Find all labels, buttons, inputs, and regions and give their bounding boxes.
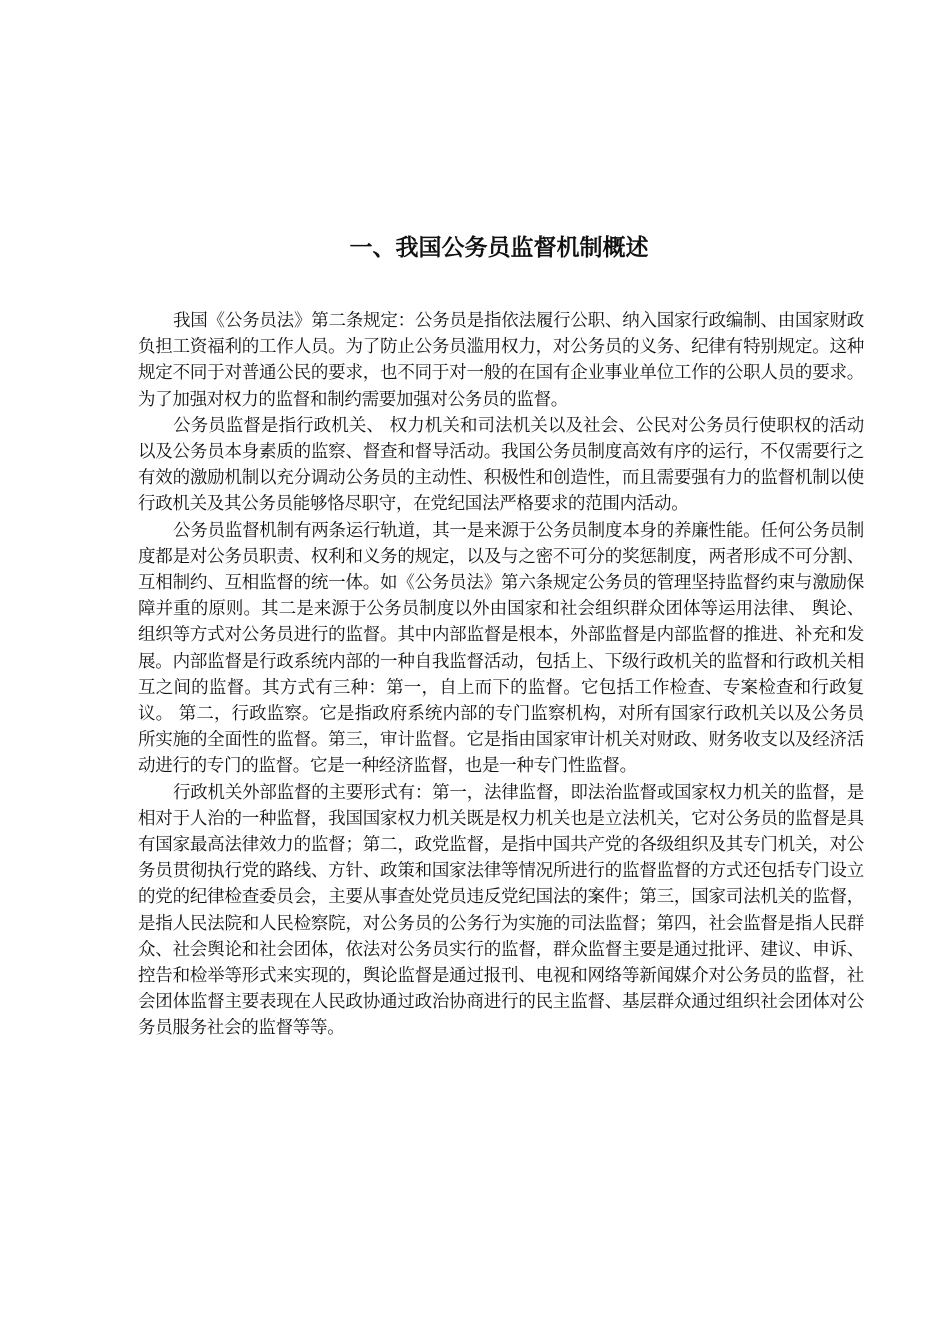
paragraph: 行政机关外部监督的主要形式有：第一，法律监督，即法治监督或国家权力机关的监督，是相对于人治的一种监督，我国国家权力机关既是权力机关也是立法机关，它对公务员的监督是具有国家最高法律效力的监督；第二，政党监督，是指中国共产党的各级组织及其专门机关，对公务员贯彻执行党的路线、方针、政策和国家法律等情况所进行的监督监督的方式还包括专门设立的党的纪律检查委员会，主要从事查处党员违反党纪国法的案件；第三，国家司法机关的监督，是指人民法院和人民检察院，对公务员的公务行为实施的司法监督；第四，社会监督是指人民群众、社会舆论和社会团体，依法对公务员实行的监督，群众监督主要是通过批评、建议、申诉、控告和检举等形式来实现的，舆论监督是通过报刊、电视和网络等新闻媒介对公务员的监督，社会团体监督主要表现在人民政协通过政治协商进行的民主监督、基层群众通过组织社会团体对公务员服务社会的监督等等。 xyxy=(138,782,864,1039)
body-text xyxy=(138,308,864,1042)
paragraph: 公务员监督是指行政机关、 权力机关和司法机关以及社会、公民对公务员行使职权的活动以及公务员本身素质的监察、督查和督导活动。我国公务员制度高效有序的运行，不仅需要行之有效的激励机制以充分调动公务员的主动性、积极性和创造性，而且需要强有力的监督机制以使行政机关及其公务员能够恪尽职守，在党纪国法严格要求的范围内活动。 xyxy=(138,415,864,515)
paragraph: 公务员监督机制有两条运行轨道，其一是来源于公务员制度本身的养廉性能。任何公务员制度都是对公务员职责、权利和义务的规定，以及与之密不可分的奖惩制度，两者形成不可分割、互相制约、互相监督的统一体。如《公务员法》第六条规定公务员的管理坚持监督约束与激励保障并重的原则。其二是来源于公务员制度以外由国家和社会组织群众团体等运用法律、 舆论、组织等方式对公务员进行的监督。其中内部监督是根本，外部监督是内部监督的推进、补充和发展。内部监督是行政系统内部的一种自我监督活动，包括上、下级行政机关的监督和行政机关相互之间的监督。其方式有三种：第一，自上而下的监督。它包括工作检查、专案检查和行政复议。 第二，行政监察。它是指政府系统内部的专门监察机构，对所有国家行政机关以及公务员所实施的全面性的监督。第三，审计监督。它是指由国家审计机关对财政、财务收支以及经济活动进行的专门的监督。它是一种经济监督，也是一种专门性监督。 xyxy=(138,520,864,777)
paragraph: 我国《公务员法》第二条规定：公务员是指依法履行公职、纳入国家行政编制、由国家财政负担工资福利的工作人员。为了防止公务员滥用权力，对公务员的义务、纪律有特别规定。这种规定不同于对普通公民的要求，也不同于对一般的在国有企业事业单位工作的公职人员的要求。为了加强对权力的监督和制约需要加强对公务员的监督。 xyxy=(138,311,864,410)
page-title: 一、我国公务员监督机制概述 xyxy=(349,235,649,261)
